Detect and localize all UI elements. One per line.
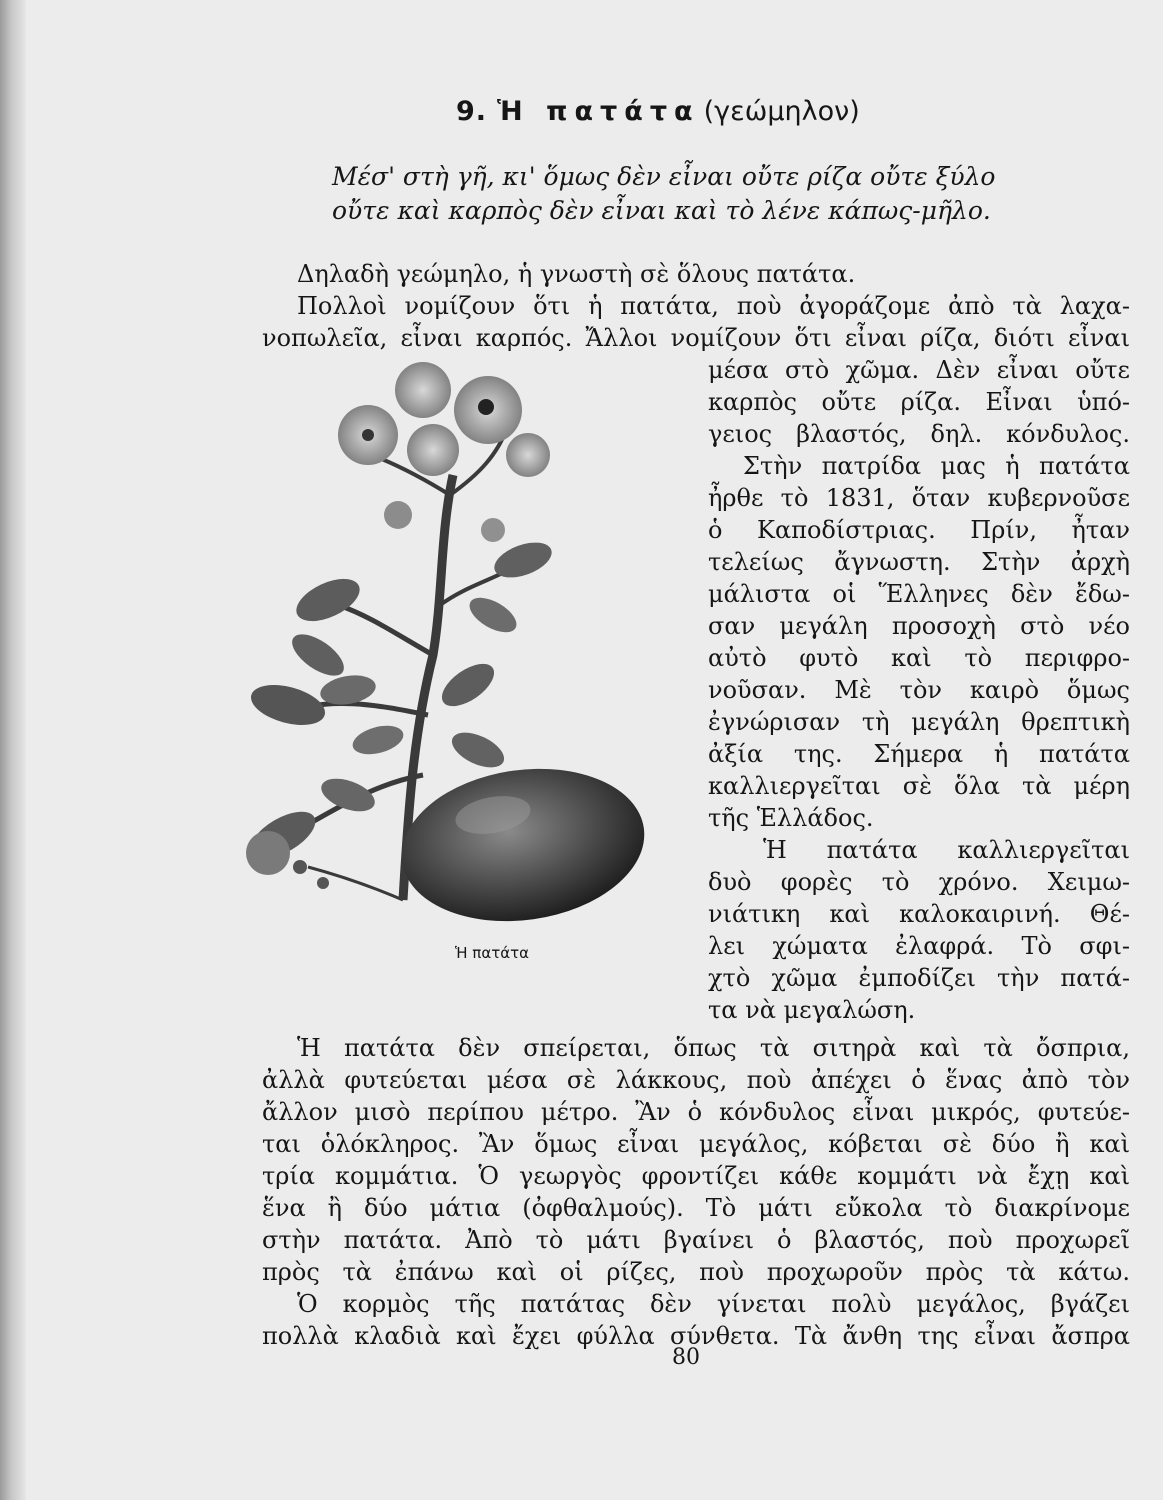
text-line: νοπωλεῖα, εἶναι καρπός. Ἄλλοι νομίζουν ὅτι εἶναι ρίζα, διότι εἶναι xyxy=(262,324,1130,352)
text-line: ται ὁλόκληρος. Ἂν ὅμως εἶναι μεγάλος, κόβεται σὲ δύο ἢ καὶ xyxy=(262,1130,1130,1158)
text-line: τῆς Ἑλλάδος. xyxy=(708,804,874,832)
text-line: Ἡ πατάτα δὲν σπείρεται, ὅπως τὰ σιτηρὰ καὶ τὰ ὄσπρια, xyxy=(297,1034,1130,1062)
text-line: ἄλλον μισὸ περίπου μέτρο. Ἂν ὁ κόνδυλος εἶναι μικρός, φυτεύε- xyxy=(262,1098,1130,1126)
text-line: νιάτικη καὶ καλοκαιρινή. Θέ- xyxy=(708,900,1130,928)
text-line: Πολλοὶ νομίζουν ὅτι ἡ πατάτα, ποὺ ἀγοράζομε ἀπὸ τὰ λαχα- xyxy=(297,292,1130,320)
text-line: λει χώματα ἐλαφρά. Τὸ σφι- xyxy=(708,932,1130,960)
text-line: στὴν πατάτα. Ἀπὸ τὸ μάτι βγαίνει ὁ βλαστός, ποὺ προχωρεῖ xyxy=(262,1226,1130,1254)
text-line: Δηλαδὴ γεώμηλο, ἡ γνωστὴ σὲ ὅλους πατάτα. xyxy=(297,260,856,288)
text-line: Ὁ κορμὸς τῆς πατάτας δὲν γίνεται πολὺ μεγάλος, βγάζει xyxy=(297,1290,1130,1318)
text-line: ὁ Καποδίστριας. Πρίν, ἦταν xyxy=(708,516,1130,544)
text-line: Στὴν πατρίδα μας ἡ πατάτα xyxy=(743,452,1130,480)
text-line: ἀλλὰ φυτεύεται μέσα σὲ λάκκους, ποὺ ἀπέχει ὁ ἕνας ἀπὸ τὸν xyxy=(262,1066,1130,1094)
text-line: Ἡ πατάτα καλλιεργεῖται xyxy=(763,836,1130,864)
page-spine-shadow xyxy=(0,0,26,1500)
text-line: νοῦσαν. Μὲ τὸν καιρὸ ὅμως xyxy=(708,676,1130,704)
chapter-number: 9. xyxy=(456,96,488,127)
chapter-title: Ἡ πατάτα xyxy=(497,96,700,127)
text-line: μέσα στὸ χῶμα. Δὲν εἶναι οὔτε xyxy=(708,356,1130,384)
text-line: ἐγνώρισαν τὴ μεγάλη θρεπτικὴ xyxy=(708,708,1130,736)
text-line: καρπὸς οὔτε ρίζα. Εἶναι ὑπό- xyxy=(708,388,1130,416)
text-line: τελείως ἄγνωστη. Στὴν ἀρχὴ xyxy=(708,548,1130,576)
text-line: ἦρθε τὸ 1831, ὅταν κυβερνοῦσε xyxy=(708,484,1130,512)
chapter-heading xyxy=(456,96,860,127)
text-line: σαν μεγάλη προσοχὴ στὸ νέο xyxy=(708,612,1130,640)
figure-caption: Ἡ πατάτα xyxy=(455,944,530,962)
text-line: χτὸ χῶμα ἐμποδίζει τὴν πατά- xyxy=(708,964,1130,992)
text-line: δυὸ φορὲς τὸ χρόνο. Χειμω- xyxy=(708,868,1130,896)
text-line: ἕνα ἢ δύο μάτια (ὀφθαλμούς). Τὸ μάτι εὔκολα τὸ διακρίνομε xyxy=(262,1194,1130,1222)
text-line: τα νὰ μεγαλώση. xyxy=(708,996,916,1024)
text-line: αὐτὸ φυτὸ καὶ τὸ περιφρο- xyxy=(708,644,1130,672)
chapter-subtitle: (γεώμηλον) xyxy=(703,96,860,127)
text-line: γειος βλαστός, δηλ. κόνδυλος. xyxy=(708,420,1130,448)
potato-plant-illustration-icon xyxy=(228,355,673,935)
text-line: ἀξία της. Σήμερα ἡ πατάτα xyxy=(708,740,1130,768)
epigraph-verse xyxy=(332,160,995,228)
text-line: τρία κομμάτια. Ὁ γεωργὸς φροντίζει κάθε κομμάτι νὰ ἔχῃ καὶ xyxy=(262,1162,1130,1190)
verse-line: οὔτε καὶ καρπὸς δὲν εἶναι καὶ τὸ λένε κάπως-μῆλο. xyxy=(332,196,991,225)
text-line: μάλιστα οἱ Ἕλληνες δὲν ἔδω- xyxy=(708,580,1130,608)
text-line: καλλιεργεῖται σὲ ὅλα τὰ μέρη xyxy=(708,772,1130,800)
text-line: πολλὰ κλαδιὰ καὶ ἔχει φύλλα σύνθετα. Τὰ ἄνθη της εἶναι ἄσπρα xyxy=(262,1322,1130,1350)
verse-line: Μέσ' στὴ γῆ, κι' ὅμως δὲν εἶναι οὔτε ρίζα οὔτε ξύλο xyxy=(332,162,996,191)
text-line: πρὸς τὰ ἐπάνω καὶ οἱ ρίζες, ποὺ προχωροῦν πρὸς τὰ κάτω. xyxy=(262,1258,1130,1286)
page-number: 80 xyxy=(672,1345,700,1370)
